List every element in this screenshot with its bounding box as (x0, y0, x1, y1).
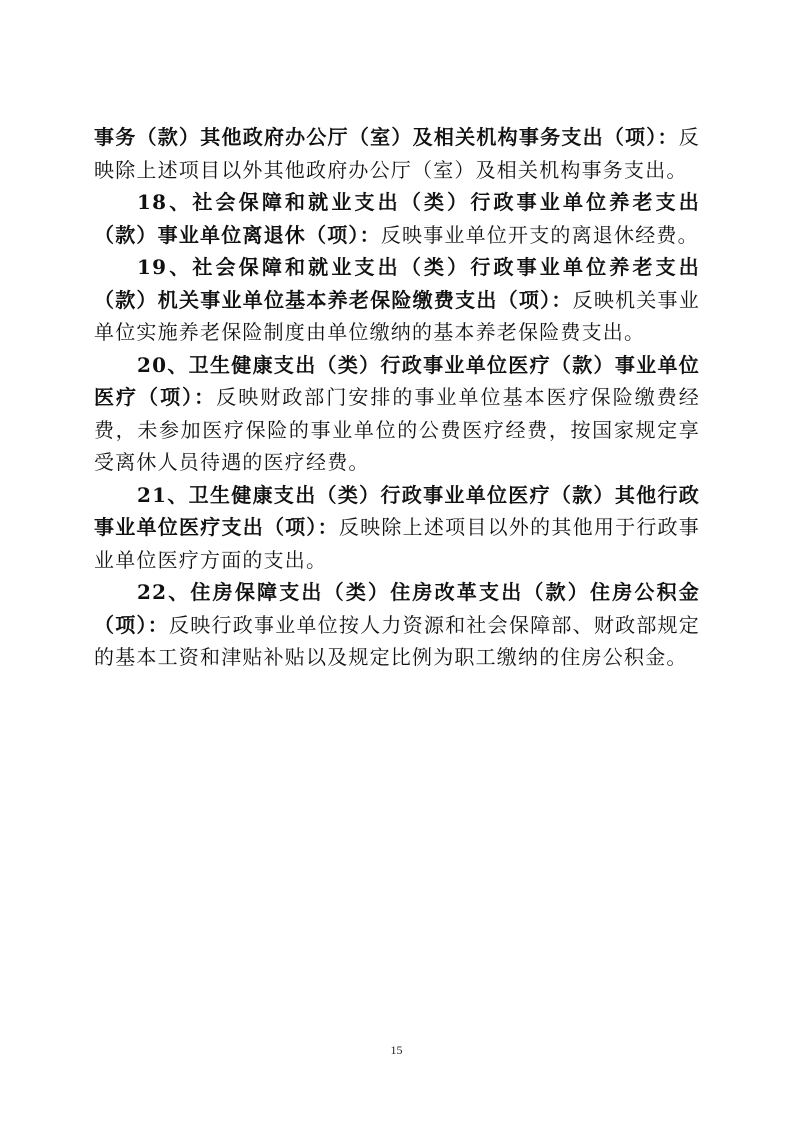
paragraph-heading: 19、社会保障和就业支出（类）行政事业单位养老支出（款）机关事业单位基本养老保险缴费支出（项）： (94, 255, 700, 312)
paragraph-text: 反映机关事业单位实施养老保险制度由单位缴纳的基本养老保险费支出。 (94, 287, 700, 344)
paragraph-office-affairs-other (94, 121, 700, 186)
paragraph-heading: 22、住房保障支出（类）住房改革支出（款）住房公积金（项）： (94, 580, 700, 637)
page-number: 15 (390, 1043, 403, 1057)
paragraph-item-20 (94, 349, 700, 479)
paragraph-text: 反映除上述项目以外的其他用于行政事业单位医疗方面的支出。 (94, 515, 701, 572)
paragraph-item-22 (94, 576, 700, 674)
paragraph-text: 反映行政事业单位按人力资源和社会保障部、财政部规定的基本工资和津贴补贴以及规定比例为职工缴纳的住房公积金。 (94, 612, 701, 669)
paragraph-item-18 (94, 186, 700, 251)
document-body (94, 121, 700, 674)
paragraph-heading: 20、卫生健康支出（类）行政事业单位医疗（款）事业单位医疗（项）： (94, 352, 700, 409)
paragraph-item-21 (94, 479, 700, 577)
paragraph-item-19 (94, 251, 700, 349)
paragraph-heading: 18、社会保障和就业支出（类）行政事业单位养老支出（款）事业单位离退休（项）： (94, 190, 700, 247)
paragraph-heading: 事务（款）其他政府办公厅（室）及相关机构事务支出（项）： (94, 125, 679, 149)
paragraph-text: 反映事业单位开支的离退休经费。 (380, 222, 699, 247)
paragraph-text: 反映除上述项目以外其他政府办公厅（室）及相关机构事务支出。 (94, 125, 700, 182)
paragraph-text: 反映财政部门安排的事业单位基本医疗保险缴费经费，未参加医疗保险的事业单位的公费医疗经费，按国家规定享受离休人员待遇的医疗经费。 (94, 385, 701, 474)
paragraph-heading: 21、卫生健康支出（类）行政事业单位医疗（款）其他行政事业单位医疗支出（项）： (94, 482, 700, 539)
